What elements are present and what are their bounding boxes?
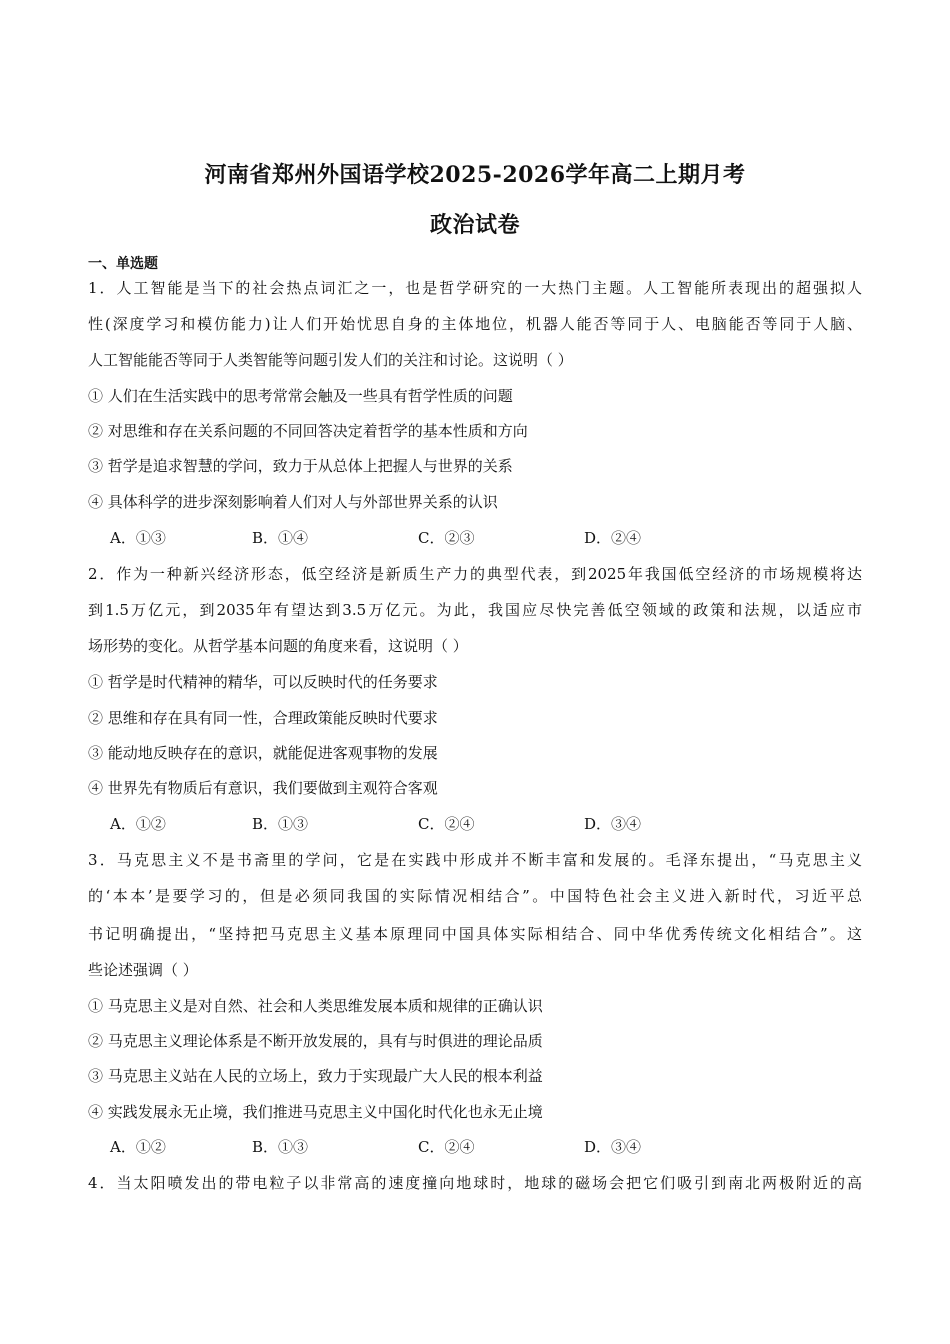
- question-stem-line: 些论述强调（ ）: [88, 961, 198, 979]
- option-d[interactable]: D．②④: [584, 529, 642, 547]
- answer-options: [110, 1135, 810, 1159]
- option-b[interactable]: B．①③: [252, 1138, 309, 1156]
- statement: ② 对思维和存在关系问题的不同回答决定着哲学的基本性质和方向: [88, 422, 528, 440]
- answer-options: [110, 812, 810, 836]
- option-c[interactable]: C．②③: [418, 529, 475, 547]
- statement: ④ 世界先有物质后有意识，我们要做到主观符合客观: [88, 779, 438, 797]
- option-a[interactable]: A．①②: [110, 815, 166, 833]
- question-stem-line: 2．作为一种新兴经济形态，低空经济是新质生产力的典型代表，到2025年我国低空经济的市场规模将达: [88, 565, 862, 583]
- statement: ④ 具体科学的进步深刻影响着人们对人与外部世界关系的认识: [88, 493, 498, 511]
- question-stem-line: 3．马克思主义不是书斋里的学问，它是在实践中形成并不断丰富和发展的。毛泽东提出，“马克思主义: [88, 851, 862, 869]
- statement: ③ 马克思主义站在人民的立场上，致力于实现最广大人民的根本利益: [88, 1067, 543, 1085]
- statement: ② 思维和存在具有同一性，合理政策能反映时代要求: [88, 709, 438, 727]
- question-stem-line: 场形势的变化。从哲学基本问题的角度来看，这说明（ ）: [88, 637, 468, 655]
- question-stem-line: 人工智能能否等同于人类智能等问题引发人们的关注和讨论。这说明（ ）: [88, 351, 573, 369]
- option-d[interactable]: D．③④: [584, 815, 642, 833]
- question-stem-line: 的‘本本’是要学习的，但是必须同我国的实际情况相结合”。中国特色社会主义进入新时代，习近平总: [88, 887, 862, 905]
- option-c[interactable]: C．②④: [418, 815, 475, 833]
- statement: ① 人们在生活实践中的思考常常会触及一些具有哲学性质的问题: [88, 387, 513, 405]
- answer-options: [110, 526, 810, 550]
- statement: ① 哲学是时代精神的精华，可以反映时代的任务要求: [88, 673, 438, 691]
- option-a[interactable]: A．①②: [110, 1138, 166, 1156]
- option-b[interactable]: B．①③: [252, 815, 309, 833]
- question-stem-line: 4．当太阳喷发出的带电粒子以非常高的速度撞向地球时，地球的磁场会把它们吸引到南北两极附近的高: [88, 1174, 862, 1192]
- option-a[interactable]: A．①③: [110, 529, 166, 547]
- exam-title: 河南省郑州外国语学校2025-2026学年高二上期月考: [204, 162, 746, 188]
- statement: ① 马克思主义是对自然、社会和人类思维发展本质和规律的正确认识: [88, 997, 543, 1015]
- option-c[interactable]: C．②④: [418, 1138, 475, 1156]
- statement: ④ 实践发展永无止境，我们推进马克思主义中国化时代化也永无止境: [88, 1103, 543, 1121]
- option-d[interactable]: D．③④: [584, 1138, 642, 1156]
- exam-page: [88, 0, 862, 1344]
- statement: ② 马克思主义理论体系是不断开放发展的，具有与时俱进的理论品质: [88, 1032, 543, 1050]
- option-b[interactable]: B．①④: [252, 529, 309, 547]
- statement: ③ 哲学是追求智慧的学问，致力于从总体上把握人与世界的关系: [88, 457, 513, 475]
- question-stem-line: 书记明确提出，“坚持把马克思主义基本原理同中国具体实际相结合、同中华优秀传统文化相结合”。这: [88, 925, 862, 943]
- exam-subtitle: 政治试卷: [429, 212, 520, 238]
- section-heading: 一、单选题: [88, 256, 158, 272]
- question-stem-line: 性(深度学习和模仿能力)让人们开始忧思自身的主体地位，机器人能否等同于人、电脑能否等同于人脑、: [88, 315, 862, 333]
- question-stem-line: 到1.5万亿元，到2035年有望达到3.5万亿元。为此，我国应尽快完善低空领域的政策和法规，以适应市: [88, 601, 862, 619]
- question-stem-line: 1．人工智能是当下的社会热点词汇之一，也是哲学研究的一大热门主题。人工智能所表现出的超强拟人: [88, 279, 862, 297]
- statement: ③ 能动地反映存在的意识，就能促进客观事物的发展: [88, 744, 438, 762]
